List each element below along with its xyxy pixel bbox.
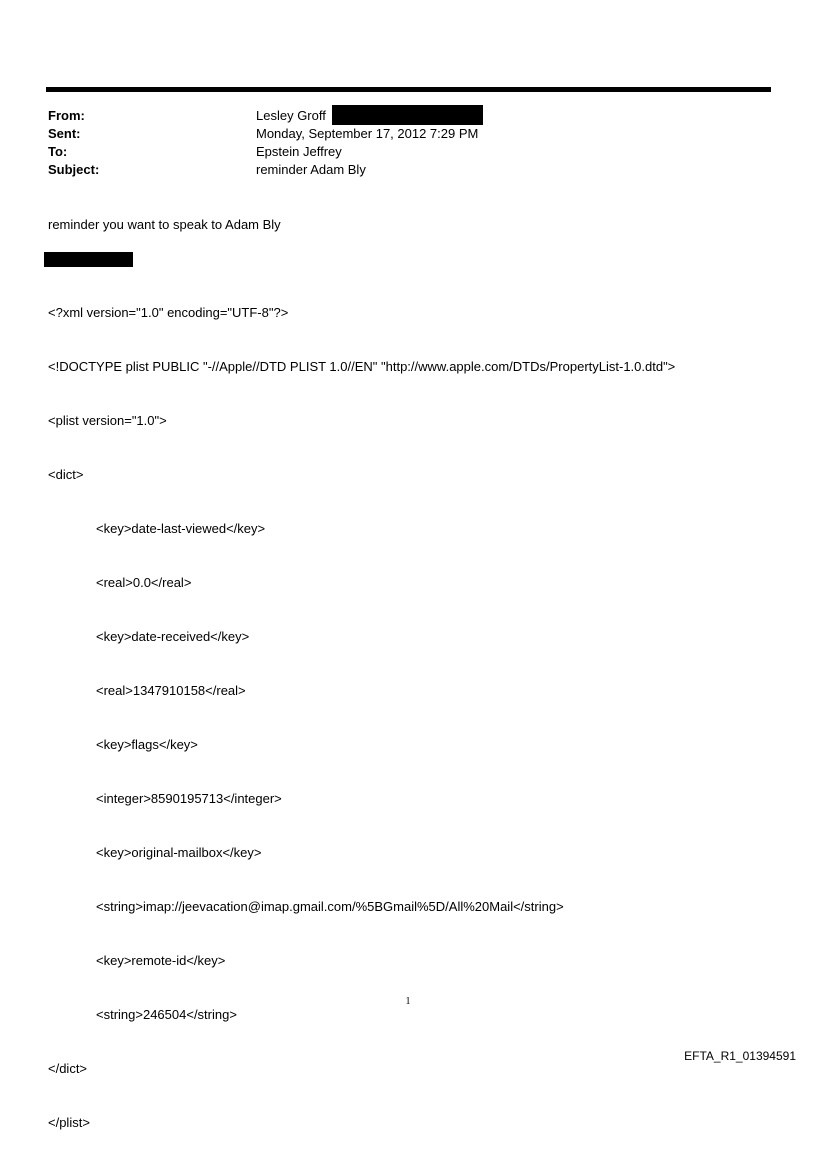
sent-row [48, 125, 483, 143]
to-value: Epstein Jeffrey [256, 144, 342, 159]
plist-line: <plist version="1.0"> [48, 413, 167, 428]
plist-line: <key>flags</key> [96, 737, 198, 752]
redaction-box [332, 105, 483, 125]
from-row [48, 107, 483, 125]
plist-line: <key>remote-id</key> [96, 953, 226, 968]
from-label: From: [48, 108, 85, 123]
plist-line: </dict> [48, 1061, 88, 1076]
plist-line: <!DOCTYPE plist PUBLIC "-//Apple//DTD PLIST 1.0//EN" "http://www.apple.com/DTDs/PropertyList-1.0.dtd"> [48, 359, 676, 374]
plist-line: <key>date-last-viewed</key> [96, 521, 266, 536]
from-value [256, 107, 483, 125]
page-number: 1 [405, 996, 411, 1007]
plist-line: <?xml version="1.0" encoding="UTF-8"?> [48, 305, 289, 320]
to-row [48, 143, 483, 161]
header-divider [46, 87, 771, 92]
plist-line: <real>1347910158</real> [96, 683, 246, 698]
subject-value: reminder Adam Bly [256, 162, 366, 177]
plist-line: <key>date-received</key> [96, 629, 250, 644]
sent-label: Sent: [48, 126, 81, 141]
plist-line: <string>246504</string> [96, 1007, 237, 1022]
to-label: To: [48, 144, 68, 159]
subject-row [48, 161, 483, 179]
message-body: reminder you want to speak to Adam Bly [48, 217, 281, 232]
plist-line: <dict> [48, 467, 84, 482]
plist-block [48, 268, 675, 1150]
email-header [48, 107, 483, 179]
bates-number: EFTA_R1_01394591 [684, 1049, 796, 1063]
plist-line: <key>original-mailbox</key> [96, 845, 262, 860]
plist-line: <real>0.0</real> [96, 575, 192, 590]
plist-line: <integer>8590195713</integer> [96, 791, 282, 806]
plist-line: </plist> [48, 1115, 90, 1130]
redaction-box [44, 252, 133, 267]
sender-name: Lesley Groff [256, 108, 326, 123]
plist-line: <string>imap://jeevacation@imap.gmail.com/%5BGmail%5D/All%20Mail</string> [96, 899, 564, 914]
subject-label: Subject: [48, 162, 100, 177]
sent-value: Monday, September 17, 2012 7:29 PM [256, 126, 479, 141]
